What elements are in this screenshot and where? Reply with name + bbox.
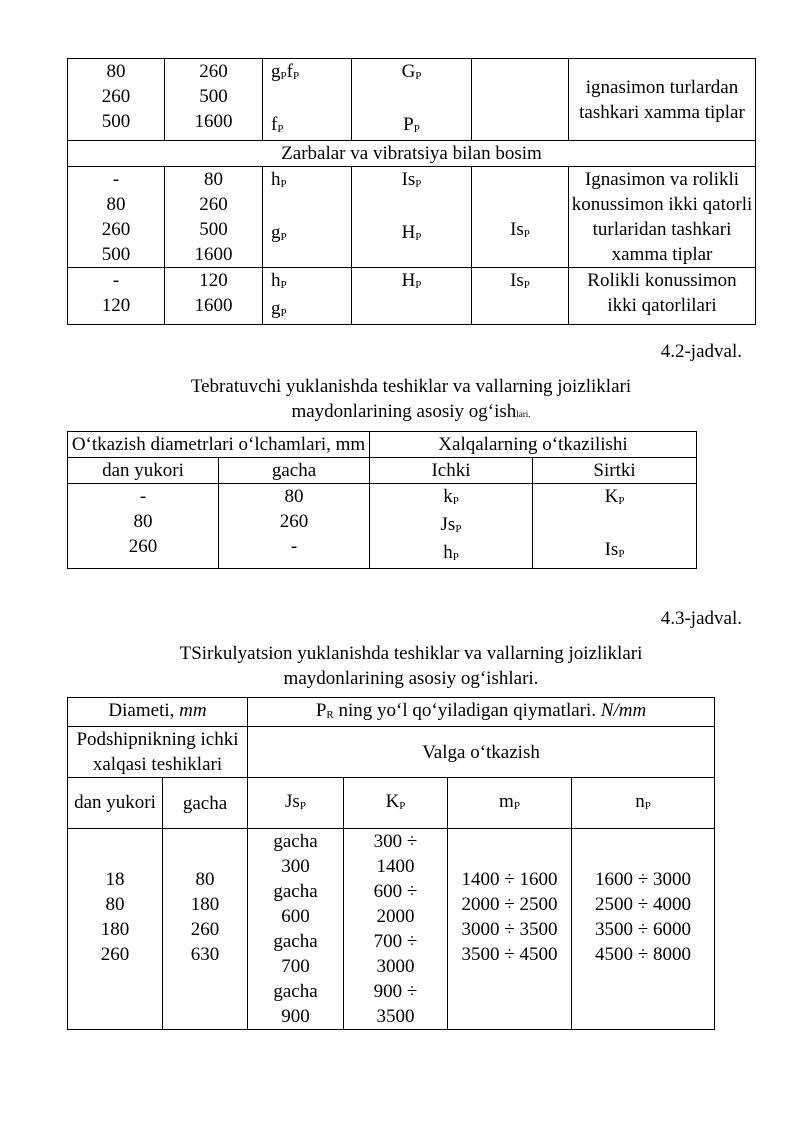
- fit-symbol: $g_Pf_P$: [271, 61, 300, 82]
- fit-symbol: $h_P$: [271, 169, 287, 190]
- cell-to: 80 180 260 630: [163, 829, 248, 1030]
- value: 1600: [194, 295, 233, 316]
- cell-from: 18 80 180 260: [68, 829, 163, 1030]
- cell-bearing-type: Rolikli konussimon ikki qatorlilari: [569, 268, 756, 325]
- table-header-row: [68, 727, 715, 778]
- cell-from: [68, 268, 165, 325]
- cell-bearing-type: ignasimon turlardan tashkari xamma tiplar: [569, 59, 756, 141]
- cell-to: 80 260 -: [219, 484, 370, 569]
- table-bearing-fits: [67, 58, 756, 325]
- value: 120: [199, 270, 228, 291]
- header-diameters: O‘tkazish diametrlari o‘lchamlari, mm: [68, 432, 370, 458]
- table-subheader-row: [68, 458, 697, 484]
- header-bore: Podshipnikning ichki xalqasi teshiklari: [68, 727, 248, 778]
- table-caption: [67, 641, 755, 691]
- table-row: [68, 59, 756, 141]
- cell-from: - 80 260: [68, 484, 219, 569]
- subheader: Ichki: [370, 458, 533, 484]
- caption-line: Tebratuvchi yuklanishda teshiklar va vallarning joizliklari: [190, 376, 632, 397]
- fit-symbol: $Is_P$: [401, 169, 422, 190]
- subheader: $K_P$: [344, 778, 448, 829]
- cell-to: [165, 167, 263, 268]
- fit-symbol: $h_P$: [271, 270, 287, 291]
- table-row: [68, 167, 756, 268]
- value: 260: [101, 219, 131, 240]
- cell-n: 1600 ÷ 3000 2500 ÷ 4000 3500 ÷ 6000 4500 ÷ 8000: [572, 829, 715, 1030]
- value: 500: [199, 219, 228, 240]
- cell-to: [165, 59, 263, 141]
- table-row: [68, 268, 756, 325]
- value: 260: [101, 86, 131, 107]
- subheader: $m_P$: [448, 778, 572, 829]
- cell-from: [68, 59, 165, 141]
- table-subheader-row: [68, 778, 715, 829]
- cell-extra: [472, 167, 569, 268]
- cell-bearing-type: Ignasimon va rolikli konussimon ikki qatorli turlaridan tashkari xamma tiplar: [569, 167, 756, 268]
- subheader: $Js_P$: [248, 778, 344, 829]
- cell-housing: [352, 167, 472, 268]
- table-row: [68, 484, 697, 569]
- value: 80: [106, 61, 126, 82]
- fit-symbol: $Is_P$: [510, 270, 530, 291]
- value: 260: [199, 61, 228, 82]
- caption-line: maydonlarining asosiy og‘ishlari.: [291, 401, 531, 422]
- cell-outer: $K_P$ $Is_P$: [533, 484, 697, 569]
- subheader: gacha: [219, 458, 370, 484]
- value: 260: [199, 194, 228, 215]
- subheader: dan yukori: [68, 458, 219, 484]
- fit-symbol: $P_P$: [403, 114, 420, 135]
- cell-to: [165, 268, 263, 325]
- fit-symbol: $H_P$: [401, 222, 422, 243]
- table-oscillating-load: [67, 431, 697, 569]
- caption-line: TSirkulyatsion yuklanishda teshiklar va vallarning joizliklari: [179, 643, 643, 664]
- cell-m: 1400 ÷ 1600 2000 ÷ 2500 3000 ÷ 3500 3500 ÷ 4500: [448, 829, 572, 1030]
- cell-inner: $k_P$ $Js_P$ $h_P$: [370, 484, 533, 569]
- cell-shaft: [263, 59, 352, 141]
- cell-housing: [352, 59, 472, 141]
- fit-symbol: $f_P$: [271, 114, 284, 135]
- fit-symbol: $g_P$: [271, 298, 287, 319]
- header-rings: Xalqalarning o‘tkazilishi: [370, 432, 697, 458]
- cell-shaft: [263, 167, 352, 268]
- subheader: dan yukori: [68, 778, 163, 829]
- value: 80: [106, 194, 126, 215]
- value: 1600: [194, 244, 233, 265]
- fit-symbol: $g_P$: [271, 222, 287, 243]
- table-circulating-load: [67, 697, 715, 1030]
- cell-from: [68, 167, 165, 268]
- fit-symbol: $G_P$: [401, 61, 422, 82]
- header-shaft-fit: Valga o‘tkazish: [248, 727, 715, 778]
- value: 500: [199, 86, 228, 107]
- table-row: [68, 829, 715, 1030]
- table-caption: [67, 374, 755, 427]
- table-label: 4.3-jadval.: [660, 608, 742, 629]
- header-values: $P_R$ ning yo‘l qo‘yiladigan qiymatlari. N/mm: [248, 698, 715, 727]
- cell-housing: [352, 268, 472, 325]
- header-diameter: Diameti, mm: [68, 698, 248, 727]
- cell-js: gacha 300 gacha 600 gacha 700 gacha 900: [248, 829, 344, 1030]
- subheader: gacha: [163, 778, 248, 829]
- subheader: $n_P$: [572, 778, 715, 829]
- subheader: Sirtki: [533, 458, 697, 484]
- cell-empty: [472, 59, 569, 141]
- value: 1600: [194, 111, 233, 132]
- fit-symbol: $Is_P$: [510, 219, 530, 240]
- cell-k: 300 ÷ 1400 600 ÷ 2000 700 ÷ 3000 900 ÷ 3500: [344, 829, 448, 1030]
- value: 500: [101, 244, 131, 265]
- value: 80: [204, 169, 223, 190]
- value: -: [112, 169, 120, 190]
- caption-line: maydonlarining asosiy og‘ishlari.: [283, 668, 539, 689]
- cell-extra: [472, 268, 569, 325]
- value: 500: [101, 111, 131, 132]
- value: -: [112, 270, 120, 291]
- table-label: 4.2-jadval.: [660, 341, 742, 362]
- table-section-row: [68, 141, 756, 167]
- section-title: Zarbalar va vibratsiya bilan bosim: [68, 141, 756, 167]
- fit-symbol: $H_P$: [401, 270, 422, 291]
- value: 120: [101, 295, 131, 316]
- cell-shaft: [263, 268, 352, 325]
- table-header-row: [68, 698, 715, 727]
- table-header-row: [68, 432, 697, 458]
